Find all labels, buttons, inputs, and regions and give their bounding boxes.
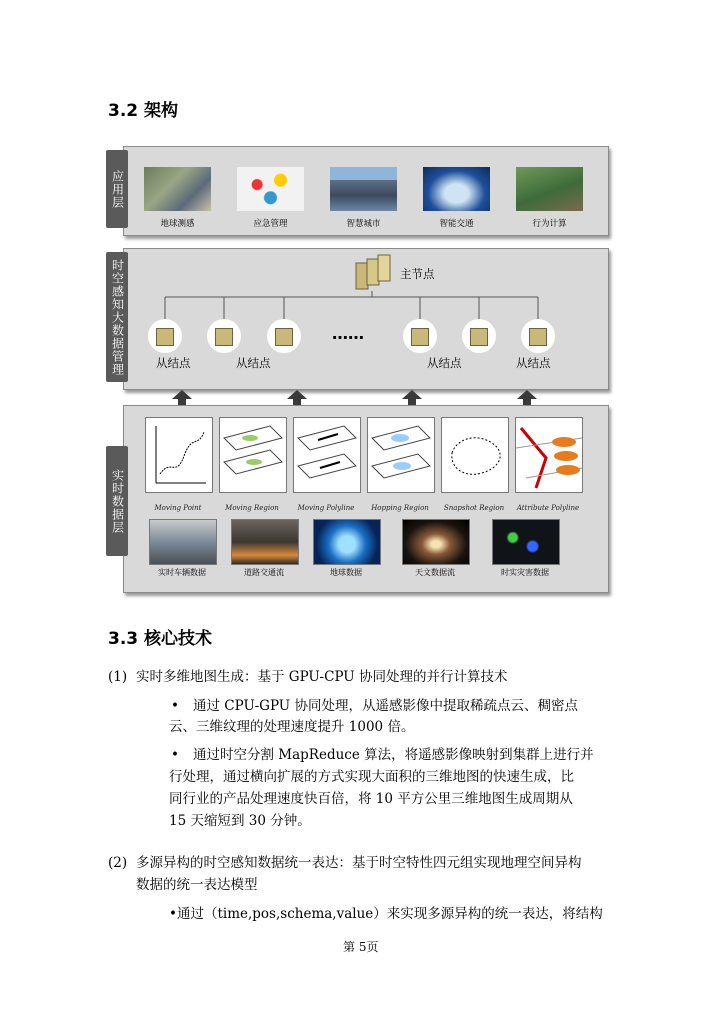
disaster-data-image	[492, 519, 560, 565]
traffic-flow-image	[231, 519, 299, 565]
item-2-heading-line-2: 数据的统一表达模型	[136, 877, 258, 893]
slave-node-label-1: 从结点	[156, 356, 191, 370]
app-layer	[123, 146, 609, 236]
model-caption-4: Hopping Region	[371, 504, 429, 512]
app-thumb-city	[330, 167, 397, 211]
app-thumb-emergency	[237, 167, 304, 211]
earth-data-image	[313, 519, 381, 565]
slave-node-label-4: 从结点	[516, 356, 551, 370]
slave-node-label-3: 从结点	[427, 356, 462, 370]
app-layer-label: 应用层	[106, 150, 128, 228]
management-layer	[123, 248, 609, 390]
astronomy-image	[402, 519, 470, 565]
slave-server-icon	[403, 319, 437, 353]
slave-server-icon	[521, 319, 555, 353]
source-caption-1: 实时车辆数据	[158, 568, 206, 577]
source-caption-4: 天文数据流	[415, 568, 455, 577]
model-caption-2: Moving Region	[225, 504, 279, 512]
bullet-2-line-1: 通过时空分割 MapReduce 算法，将遥感影像映射到集群上进行并	[193, 747, 594, 763]
master-server-icon	[356, 255, 390, 289]
item-2-bullet-line: •通过（time,pos,schema,value）来实现多源异构的统一表达，将结构	[169, 906, 603, 922]
moving-region-figure	[219, 417, 287, 493]
bullet-2-marker: •	[171, 747, 179, 763]
app-caption-3: 智慧城市	[346, 219, 381, 229]
moving-point-figure	[145, 417, 213, 493]
snapshot-region-figure	[441, 417, 509, 493]
slave-node-label-2: 从结点	[236, 356, 271, 370]
app-caption-4: 智能交通	[439, 219, 474, 229]
management-layer-label: 时空感知大数据管理	[106, 252, 128, 382]
bullet-2-line-2: 行处理，通过横向扩展的方式实现大面积的三维地图的快速生成，比	[169, 769, 574, 785]
source-caption-5: 时实灾害数据	[501, 568, 549, 577]
data-layer	[123, 405, 609, 593]
slave-server-icon	[267, 319, 301, 353]
bullet-2-line-3: 同行业的产品处理速度快百倍，将 10 平方公里三维地图生成周期从	[169, 791, 573, 807]
model-caption-1: Moving Point	[154, 504, 202, 512]
bullet-1-line-1: 通过 CPU-GPU 协同处理，从遥感影像中提取稀疏点云、稠密点	[193, 698, 578, 714]
item-1-heading: 实时多维地图生成：基于 GPU-CPU 协同处理的并行计算技术	[136, 669, 508, 685]
app-caption-5: 行为计算	[532, 219, 567, 229]
bullet-1-marker: •	[171, 698, 179, 714]
slave-server-icon	[462, 319, 496, 353]
section-title-architecture: 3.2 架构	[108, 101, 179, 121]
moving-polyline-figure	[293, 417, 361, 493]
slave-server-icon	[148, 319, 182, 353]
bullet-2-line-4: 15 天缩短到 30 分钟。	[169, 813, 311, 829]
model-caption-3: Moving Polyline	[297, 504, 355, 512]
data-layer-label: 实时数据层	[106, 446, 128, 556]
app-thumb-behavior	[516, 167, 583, 211]
section-title-core: 3.3 核心技术	[108, 629, 213, 649]
model-caption-6: Attribute Polyline	[516, 504, 580, 512]
page-number: 第 5页	[343, 940, 379, 954]
app-caption-1: 地球测感	[160, 219, 195, 229]
app-thumb-earth	[144, 167, 211, 211]
bullet-1-line-2: 云、三维纹理的处理速度提升 1000 倍。	[169, 719, 415, 735]
slave-server-icon	[207, 319, 241, 353]
source-caption-3: 地球数据	[330, 568, 362, 577]
source-caption-2: 道路交通流	[244, 568, 284, 577]
app-thumb-traffic	[423, 167, 490, 211]
item-1-number: (1)	[108, 669, 128, 685]
app-caption-2: 应急管理	[253, 219, 288, 229]
master-node-label: 主节点	[400, 267, 435, 281]
hopping-region-figure	[367, 417, 435, 493]
model-caption-5: Snapshot Region	[443, 504, 505, 512]
item-2-number: (2)	[108, 855, 128, 871]
vehicle-data-image	[149, 519, 217, 565]
item-2-heading-line-1: 多源异构的时空感知数据统一表达：基于时空特性四元组实现地理空间异构	[136, 855, 582, 871]
ellipsis: ……	[332, 324, 364, 343]
attribute-polyline-figure	[515, 417, 583, 493]
